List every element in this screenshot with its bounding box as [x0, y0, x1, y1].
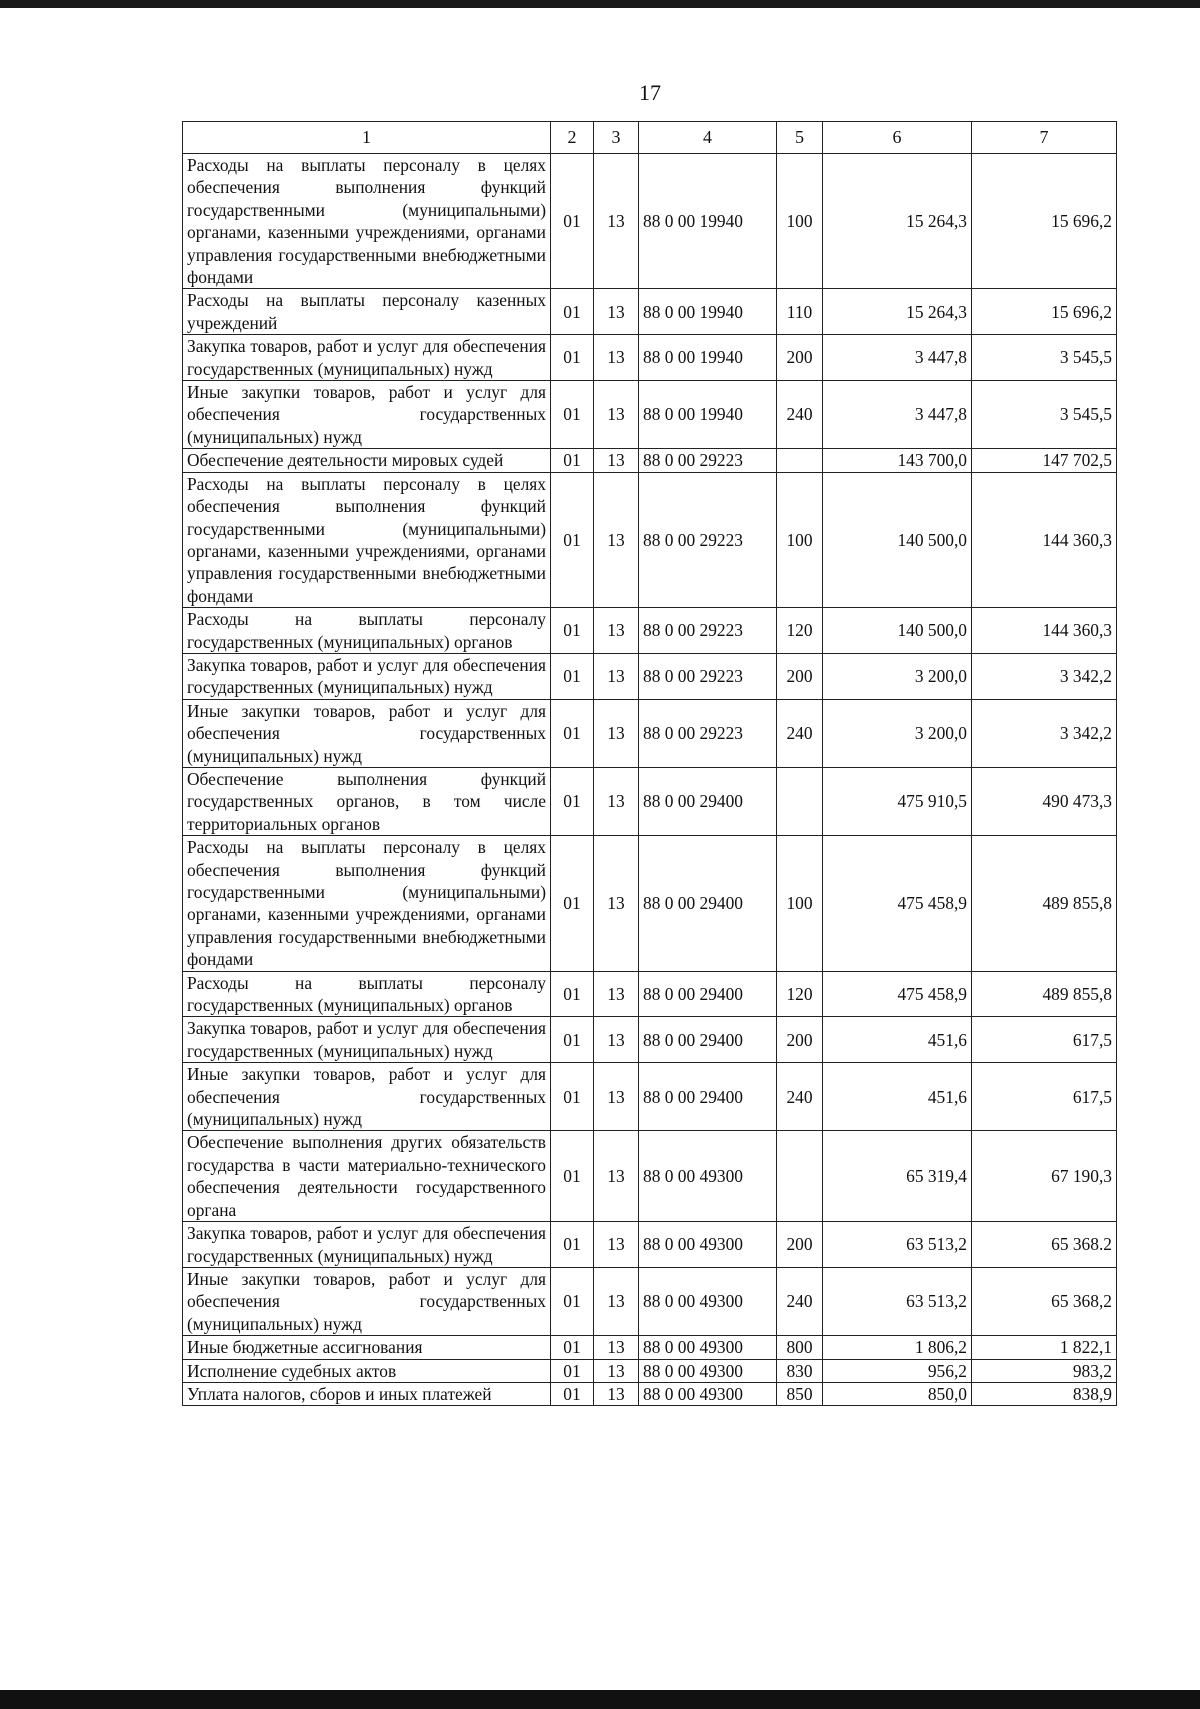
row-section-code: 01	[551, 472, 594, 607]
row-description: Иные закупки товаров, работ и услуг для обеспечения государственных (муниципальных) нужд	[183, 381, 551, 449]
page-number: 17	[639, 80, 661, 105]
row-expense-type	[777, 449, 823, 472]
row-subsection-code: 13	[594, 1359, 639, 1382]
row-expense-type: 110	[777, 289, 823, 335]
row-amount-year1: 63 513,2	[823, 1267, 972, 1335]
row-description: Обеспечение выполнения функций государственных органов, в том числе территориальных органов	[183, 767, 551, 835]
row-description: Расходы на выплаты персоналу казенных учреждений	[183, 289, 551, 335]
row-target-article: 88 0 00 29223	[639, 608, 777, 654]
scan-border-bottom	[0, 1690, 1200, 1709]
row-section-code: 01	[551, 381, 594, 449]
row-description: Расходы на выплаты персоналу государственных (муниципальных) органов	[183, 608, 551, 654]
row-section-code: 01	[551, 1063, 594, 1131]
row-section-code: 01	[551, 1222, 594, 1268]
row-amount-year2: 1 822,1	[972, 1336, 1117, 1359]
table-row	[183, 154, 1117, 289]
row-subsection-code: 13	[594, 1222, 639, 1268]
row-target-article: 88 0 00 29400	[639, 1017, 777, 1063]
row-subsection-code: 13	[594, 836, 639, 971]
row-description: Закупка товаров, работ и услуг для обеспечения государственных (муниципальных) нужд	[183, 1222, 551, 1268]
row-section-code: 01	[551, 699, 594, 767]
table-row	[183, 335, 1117, 381]
row-section-code: 01	[551, 1359, 594, 1382]
row-amount-year1: 3 447,8	[823, 381, 972, 449]
row-description: Закупка товаров, работ и услуг для обеспечения государственных (муниципальных) нужд	[183, 1017, 551, 1063]
row-target-article: 88 0 00 29223	[639, 472, 777, 607]
row-description: Уплата налогов, сборов и иных платежей	[183, 1382, 551, 1405]
row-target-article: 88 0 00 29400	[639, 971, 777, 1017]
table-row	[183, 449, 1117, 472]
row-description: Иные закупки товаров, работ и услуг для обеспечения государственных (муниципальных) нужд	[183, 1063, 551, 1131]
row-expense-type: 830	[777, 1359, 823, 1382]
row-amount-year1: 63 513,2	[823, 1222, 972, 1268]
row-amount-year2: 65 368,2	[972, 1267, 1117, 1335]
row-description: Иные бюджетные ассигнования	[183, 1336, 551, 1359]
row-target-article: 88 0 00 49300	[639, 1267, 777, 1335]
row-section-code: 01	[551, 836, 594, 971]
row-target-article: 88 0 00 49300	[639, 1359, 777, 1382]
row-section-code: 01	[551, 289, 594, 335]
row-subsection-code: 13	[594, 1336, 639, 1359]
row-section-code: 01	[551, 971, 594, 1017]
column-header: 5	[777, 122, 823, 154]
table-row	[183, 289, 1117, 335]
row-amount-year1: 451,6	[823, 1017, 972, 1063]
row-target-article: 88 0 00 49300	[639, 1382, 777, 1405]
row-amount-year2: 15 696,2	[972, 154, 1117, 289]
row-section-code: 01	[551, 767, 594, 835]
row-amount-year1: 15 264,3	[823, 154, 972, 289]
row-target-article: 88 0 00 29400	[639, 836, 777, 971]
row-subsection-code: 13	[594, 608, 639, 654]
row-expense-type: 120	[777, 971, 823, 1017]
row-amount-year1: 475 910,5	[823, 767, 972, 835]
row-amount-year1: 475 458,9	[823, 836, 972, 971]
row-subsection-code: 13	[594, 154, 639, 289]
row-expense-type: 100	[777, 154, 823, 289]
row-expense-type: 800	[777, 1336, 823, 1359]
table-row	[183, 1336, 1117, 1359]
row-expense-type: 200	[777, 1222, 823, 1268]
row-subsection-code: 13	[594, 381, 639, 449]
row-description: Обеспечение выполнения других обязательств государства в части материально-технического обеспечения деятельности государственного органа	[183, 1131, 551, 1222]
row-target-article: 88 0 00 49300	[639, 1222, 777, 1268]
row-description: Обеспечение деятельности мировых судей	[183, 449, 551, 472]
table-row	[183, 1063, 1117, 1131]
budget-table	[182, 121, 1117, 1406]
row-amount-year2: 617,5	[972, 1063, 1117, 1131]
row-amount-year1: 475 458,9	[823, 971, 972, 1017]
row-description: Расходы на выплаты персоналу государственных (муниципальных) органов	[183, 971, 551, 1017]
row-target-article: 88 0 00 29223	[639, 449, 777, 472]
table-row	[183, 608, 1117, 654]
column-header: 1	[183, 122, 551, 154]
row-amount-year1: 3 200,0	[823, 653, 972, 699]
row-section-code: 01	[551, 335, 594, 381]
row-amount-year1: 1 806,2	[823, 1336, 972, 1359]
row-description: Закупка товаров, работ и услуг для обеспечения государственных (муниципальных) нужд	[183, 335, 551, 381]
row-amount-year1: 143 700,0	[823, 449, 972, 472]
row-subsection-code: 13	[594, 767, 639, 835]
row-section-code: 01	[551, 1267, 594, 1335]
row-subsection-code: 13	[594, 289, 639, 335]
table-row	[183, 971, 1117, 1017]
row-description: Иные закупки товаров, работ и услуг для обеспечения государственных (муниципальных) нужд	[183, 1267, 551, 1335]
row-amount-year2: 3 545,5	[972, 335, 1117, 381]
row-target-article: 88 0 00 19940	[639, 154, 777, 289]
row-subsection-code: 13	[594, 699, 639, 767]
row-description: Расходы на выплаты персоналу в целях обеспечения выполнения функций государственными (муниципальными) органами, казенными учреждениями, органами управления государственными внебюджетными фондами	[183, 154, 551, 289]
row-target-article: 88 0 00 29223	[639, 699, 777, 767]
row-target-article: 88 0 00 29223	[639, 653, 777, 699]
column-header: 6	[823, 122, 972, 154]
row-subsection-code: 13	[594, 449, 639, 472]
row-section-code: 01	[551, 1382, 594, 1405]
column-header: 7	[972, 122, 1117, 154]
table-row	[183, 699, 1117, 767]
row-amount-year1: 140 500,0	[823, 608, 972, 654]
row-amount-year1: 956,2	[823, 1359, 972, 1382]
row-subsection-code: 13	[594, 653, 639, 699]
row-amount-year2: 3 342,2	[972, 699, 1117, 767]
row-description: Закупка товаров, работ и услуг для обеспечения государственных (муниципальных) нужд	[183, 653, 551, 699]
row-target-article: 88 0 00 29400	[639, 1063, 777, 1131]
row-amount-year2: 144 360,3	[972, 472, 1117, 607]
row-subsection-code: 13	[594, 1267, 639, 1335]
row-subsection-code: 13	[594, 1131, 639, 1222]
table-row	[183, 1017, 1117, 1063]
row-amount-year2: 144 360,3	[972, 608, 1117, 654]
row-expense-type: 850	[777, 1382, 823, 1405]
row-subsection-code: 13	[594, 1063, 639, 1131]
table-header	[183, 122, 1117, 154]
row-expense-type: 240	[777, 1063, 823, 1131]
row-target-article: 88 0 00 49300	[639, 1336, 777, 1359]
row-expense-type: 100	[777, 472, 823, 607]
row-expense-type: 240	[777, 699, 823, 767]
row-target-article: 88 0 00 19940	[639, 289, 777, 335]
column-header: 2	[551, 122, 594, 154]
table-row	[183, 472, 1117, 607]
row-expense-type: 120	[777, 608, 823, 654]
row-amount-year1: 140 500,0	[823, 472, 972, 607]
row-amount-year2: 490 473,3	[972, 767, 1117, 835]
row-subsection-code: 13	[594, 971, 639, 1017]
row-section-code: 01	[551, 1336, 594, 1359]
row-description: Расходы на выплаты персоналу в целях обеспечения выполнения функций государственными (муниципальными) органами, казенными учреждениями, органами управления государственными внебюджетными фондами	[183, 472, 551, 607]
row-target-article: 88 0 00 29400	[639, 767, 777, 835]
row-amount-year2: 67 190,3	[972, 1131, 1117, 1222]
table-row	[183, 1222, 1117, 1268]
row-amount-year1: 3 200,0	[823, 699, 972, 767]
row-amount-year2: 838,9	[972, 1382, 1117, 1405]
row-subsection-code: 13	[594, 1017, 639, 1063]
row-amount-year2: 3 342,2	[972, 653, 1117, 699]
row-amount-year1: 3 447,8	[823, 335, 972, 381]
row-amount-year2: 489 855,8	[972, 836, 1117, 971]
table-row	[183, 381, 1117, 449]
table-body	[183, 154, 1117, 1406]
row-amount-year1: 65 319,4	[823, 1131, 972, 1222]
table-row	[183, 1359, 1117, 1382]
row-expense-type: 240	[777, 381, 823, 449]
row-section-code: 01	[551, 1131, 594, 1222]
column-header: 4	[639, 122, 777, 154]
table-row	[183, 1131, 1117, 1222]
row-expense-type	[777, 767, 823, 835]
row-expense-type	[777, 1131, 823, 1222]
table-row	[183, 1267, 1117, 1335]
row-expense-type: 200	[777, 653, 823, 699]
row-amount-year1: 451,6	[823, 1063, 972, 1131]
row-amount-year2: 983,2	[972, 1359, 1117, 1382]
row-section-code: 01	[551, 608, 594, 654]
row-expense-type: 200	[777, 335, 823, 381]
row-section-code: 01	[551, 653, 594, 699]
row-amount-year2: 147 702,5	[972, 449, 1117, 472]
row-target-article: 88 0 00 49300	[639, 1131, 777, 1222]
row-expense-type: 240	[777, 1267, 823, 1335]
header-row	[183, 122, 1117, 154]
scan-border-top	[0, 0, 1200, 8]
table-row	[183, 653, 1117, 699]
row-subsection-code: 13	[594, 335, 639, 381]
row-section-code: 01	[551, 1017, 594, 1063]
row-amount-year2: 617,5	[972, 1017, 1117, 1063]
row-amount-year1: 15 264,3	[823, 289, 972, 335]
row-amount-year2: 15 696,2	[972, 289, 1117, 335]
row-amount-year2: 65 368.2	[972, 1222, 1117, 1268]
table-row	[183, 1382, 1117, 1405]
row-section-code: 01	[551, 449, 594, 472]
row-subsection-code: 13	[594, 1382, 639, 1405]
table-row	[183, 767, 1117, 835]
row-amount-year2: 489 855,8	[972, 971, 1117, 1017]
column-header: 3	[594, 122, 639, 154]
row-amount-year2: 3 545,5	[972, 381, 1117, 449]
row-target-article: 88 0 00 19940	[639, 335, 777, 381]
row-description: Иные закупки товаров, работ и услуг для обеспечения государственных (муниципальных) нужд	[183, 699, 551, 767]
row-amount-year1: 850,0	[823, 1382, 972, 1405]
row-description: Исполнение судебных актов	[183, 1359, 551, 1382]
row-subsection-code: 13	[594, 472, 639, 607]
row-target-article: 88 0 00 19940	[639, 381, 777, 449]
table-row	[183, 836, 1117, 971]
row-description: Расходы на выплаты персоналу в целях обеспечения выполнения функций государственными (муниципальными) органами, казенными учреждениями, органами управления государственными внебюджетными фондами	[183, 836, 551, 971]
row-section-code: 01	[551, 154, 594, 289]
row-expense-type: 200	[777, 1017, 823, 1063]
row-expense-type: 100	[777, 836, 823, 971]
